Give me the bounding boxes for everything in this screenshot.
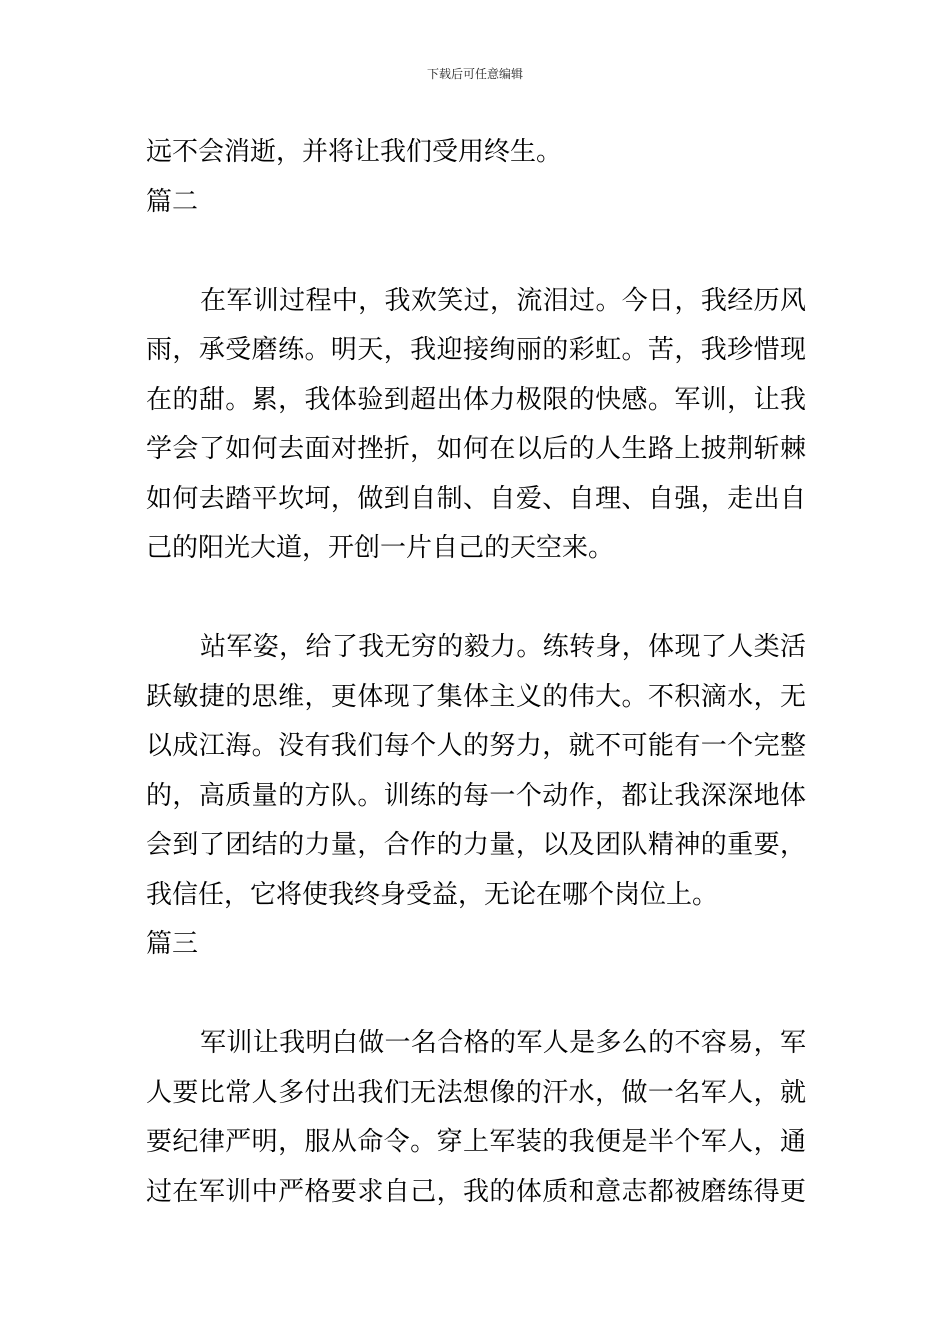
blank-line xyxy=(146,227,806,277)
paragraph-line: 会到了团结的力量，合作的力量，以及团队精神的重要， xyxy=(146,830,806,860)
section-heading-3: 篇三 xyxy=(146,929,199,959)
paragraph-line: 雨，承受磨练。明天，我迎接绚丽的彩虹。苦，我珍惜现 xyxy=(146,335,806,365)
paragraph-line: 在军训过程中，我欢笑过，流泪过。今日，我经历风 xyxy=(200,285,806,316)
paragraph-section2-1 xyxy=(146,277,806,574)
paragraph-line: 军训让我明白做一名合格的军人是多么的不容易，军 xyxy=(200,1028,806,1058)
page-header-note: 下载后可任意编辑 xyxy=(426,67,523,81)
paragraph-line: 的，高质量的方队。训练的每一个动作，都让我深深地体 xyxy=(146,780,806,811)
blank-line xyxy=(146,970,806,1020)
paragraph-section2-2 xyxy=(146,623,806,920)
paragraph-line: 我信任，它将使我终身受益，无论在哪个岗位上。 xyxy=(146,879,719,910)
document-body xyxy=(146,128,806,1217)
continuation-line: 远不会消逝，并将让我们受用终生。 xyxy=(146,137,563,167)
section-heading-2: 篇二 xyxy=(146,186,199,217)
paragraph-line: 人要比常人多付出我们无法想像的汗水，做一名军人，就 xyxy=(146,1077,806,1108)
paragraph-line: 站军姿，给了我无穷的毅力。练转身，体现了人类活 xyxy=(200,632,806,662)
paragraph-line: 如何去踏平坎坷，做到自制、自爱、自理、自强，走出自 xyxy=(146,483,806,514)
paragraph-line: 己的阳光大道，开创一片自己的天空来。 xyxy=(146,533,615,563)
paragraph-line: 过在军训中严格要求自己，我的体质和意志都被磨练得更 xyxy=(146,1176,806,1207)
paragraph-line: 学会了如何去面对挫折，如何在以后的人生路上披荆斩棘 xyxy=(146,434,806,464)
paragraph-line: 在的甜。累，我体验到超出体力极限的快感。军训，让我 xyxy=(146,384,806,415)
paragraph-line: 要纪律严明，服从命令。穿上军装的我便是半个军人，通 xyxy=(146,1127,806,1157)
paragraph-line: 跃敏捷的思维，更体现了集体主义的伟大。不积滴水，无 xyxy=(146,681,806,712)
paragraph-section3-1 xyxy=(146,1019,806,1217)
blank-line xyxy=(146,574,806,624)
paragraph-line: 以成江海。没有我们每个人的努力，就不可能有一个完整 xyxy=(146,731,806,761)
